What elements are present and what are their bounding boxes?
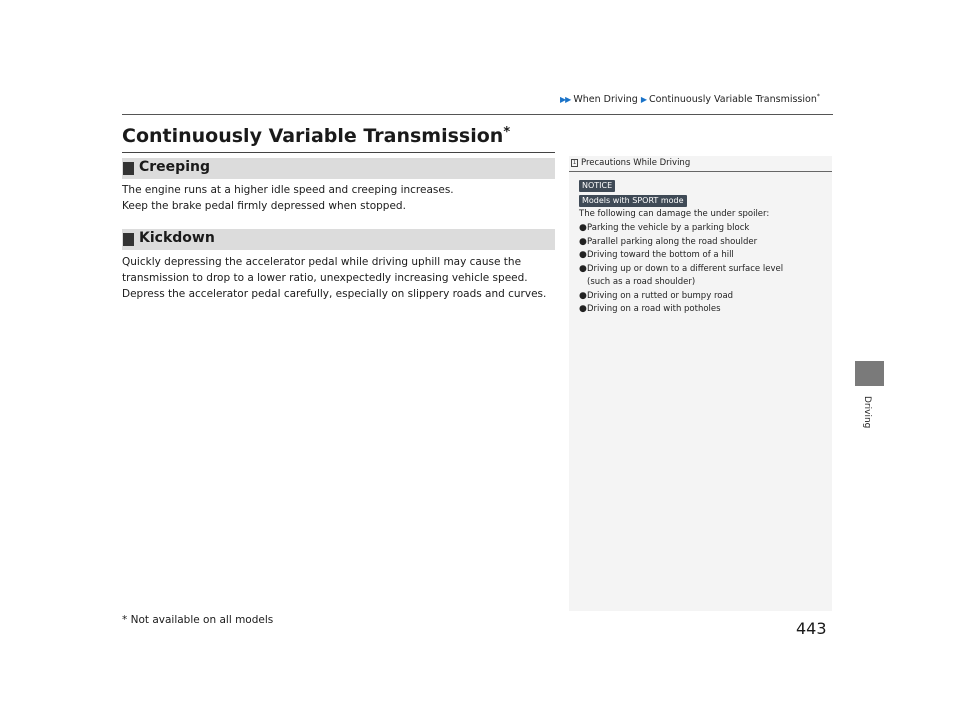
footnote: * Not available on all models — [122, 614, 274, 626]
section-square-icon — [123, 233, 134, 246]
bullet-icon: ● — [579, 263, 587, 274]
breadcrumb — [560, 93, 820, 105]
list-item: ● Driving toward the bottom of a hill — [579, 249, 824, 263]
sidebar-header — [569, 156, 832, 172]
breadcrumb-current: Continuously Variable Transmission — [649, 94, 817, 106]
bullet-icon: ● — [579, 250, 587, 260]
sidebar-intro: The following can damage the under spoiler: — [579, 209, 770, 219]
list-item: ● Driving on a road with potholes — [579, 303, 824, 317]
paragraph-line: Depress the accelerator pedal carefully, especially on slippery roads and curves. — [122, 288, 547, 300]
bullet-icon: ● — [579, 223, 587, 233]
list-item: ● Driving on a rutted or bumpy road — [579, 290, 824, 304]
sidebar-note-panel — [569, 156, 832, 611]
page-title-text: Continuously Variable Transmission — [122, 125, 504, 147]
kickdown-paragraph — [122, 254, 546, 302]
page-title — [122, 125, 510, 147]
sidebar-list — [579, 222, 824, 317]
notice-badge: NOTICE — [579, 180, 615, 192]
bullet-icon: ● — [579, 290, 587, 301]
reference-number: 1 — [572, 159, 577, 166]
page-title-asterisk: * — [503, 125, 511, 140]
title-divider — [122, 152, 555, 153]
section-heading-creeping — [122, 158, 555, 179]
chapter-tab[interactable] — [855, 361, 884, 386]
section-heading-kickdown-label: Kickdown — [139, 230, 215, 246]
paragraph-line: transmission to drop to a lower ratio, unexpectedly increasing vehicle speed. — [122, 272, 528, 284]
breadcrumb-arrow-icon: ▶▶ — [560, 95, 571, 105]
list-item: ● Parallel parking along the road shoulder — [579, 236, 824, 250]
breadcrumb-asterisk: * — [816, 93, 820, 100]
header-divider — [122, 114, 833, 115]
breadcrumb-link-when-driving[interactable]: When Driving — [573, 94, 638, 106]
list-item-continuation: (such as a road shoulder) — [587, 277, 696, 287]
creeping-paragraph — [122, 182, 454, 214]
bullet-icon: ● — [579, 236, 587, 247]
models-badge: Models with SPORT mode — [579, 195, 687, 207]
paragraph-line: Keep the brake pedal firmly depressed when stopped. — [122, 200, 406, 212]
page-number: 443 — [796, 619, 827, 638]
list-item: ● Parking the vehicle by a parking block — [579, 222, 824, 236]
bullet-icon: ● — [579, 304, 587, 314]
list-item: ● Driving up or down to a different surface level (such as a road shoulder) — [579, 263, 784, 287]
paragraph-line: Quickly depressing the accelerator pedal while driving uphill may cause the — [122, 256, 522, 268]
paragraph-line: The engine runs at a higher idle speed and creeping increases. — [122, 184, 454, 196]
section-heading-kickdown — [122, 229, 555, 250]
chapter-label: Driving — [862, 396, 872, 429]
sidebar-title: Precautions While Driving — [581, 158, 691, 168]
section-square-icon — [123, 162, 134, 175]
section-heading-creeping-label: Creeping — [139, 159, 210, 175]
breadcrumb-separator-icon: ▶ — [640, 95, 647, 105]
